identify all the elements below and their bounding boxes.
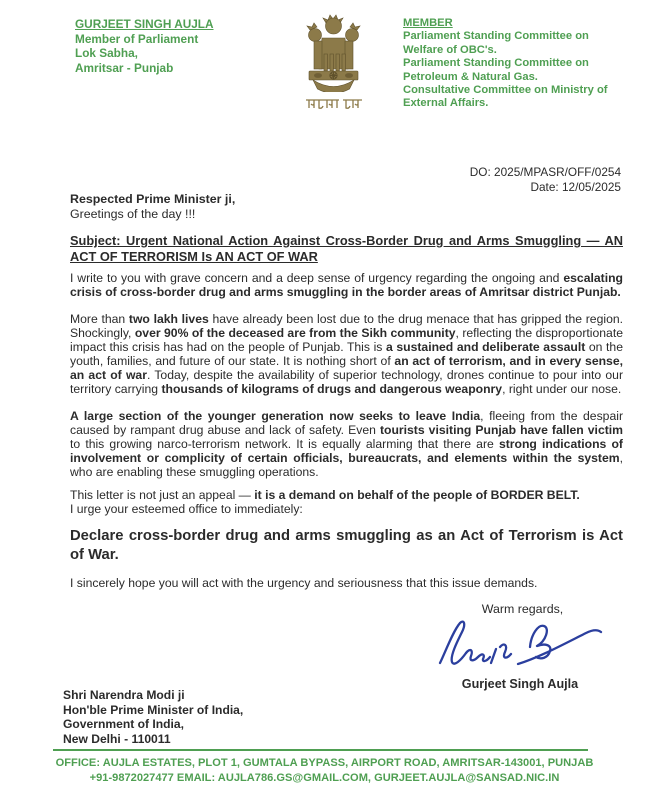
member-heading: MEMBER — [403, 17, 453, 29]
recipient-name: Shri Narendra Modi ji — [63, 688, 185, 702]
membership-line: Petroleum & Natural Gas. — [403, 70, 538, 83]
footer-contact — [25, 756, 624, 785]
membership-line: External Affairs. — [403, 97, 489, 110]
national-emblem — [300, 14, 368, 115]
membership-line: Parliament Standing Committee on — [403, 30, 589, 43]
salutation: Respected Prime Minister ji, — [70, 192, 236, 206]
recipient-org: Government of India, — [63, 717, 184, 732]
membership-line: Welfare of OBC's. — [403, 43, 497, 56]
recipient-city: New Delhi - 110011 — [63, 731, 171, 746]
closing-line: I sincerely hope you will act with the urgency and seriousness that this issue demands. — [70, 576, 538, 590]
paragraph-3: A large section of the younger generation now seeks to leave India, fleeing from the despair caused by rampant drug abuse and lack of safety. Even tourists visiting Punjab have fallen victim to this growing narco-terrorism network. It is equally alarming that there are strong indications of involvement or complicity of certain officials, bureaucrats, and elements within the system, who are enabling these smuggling operations. — [70, 409, 624, 479]
paragraph-1: I write to you with grave concern and a deep sense of urgency regarding the ongoing and escalating crisis of cross-border drug and arms smuggling in the border areas of Amritsar district Punjab. — [70, 271, 623, 299]
letter-date: Date: 12/05/2025 — [530, 180, 621, 194]
paragraph-2: More than two lakh lives have already been lost due to the drug menace that has gripped the region. Shockingly, over 90% of the deceased are from the Sikh community, reflecting the disproportionate impact this crisis has had on the people of Punjab. This is a sustained and deliberate assault on the youth, families, and future of our state. It is nothing short of an act of terrorism, and in every sense, an act of war. Today, despite the availability of superior technology, drones continue to pour into our territory carrying thousands of kilograms of drugs and dangerous weaponry, right under our nose. — [70, 312, 624, 396]
sender-identity-block — [75, 17, 290, 75]
signoff: Warm regards, — [481, 602, 564, 616]
signature-image — [432, 617, 608, 675]
lion-capital-icon — [302, 14, 366, 92]
subject-line: Subject: Urgent National Action Against Cross-Border Drug and Arms Smuggling — AN ACT OF TERRORISM Is AN ACT OF WAR — [70, 233, 623, 264]
demand-statement: Declare cross-border drug and arms smuggling as an Act of Terrorism is Act of War. — [70, 528, 623, 563]
sender-name: GURJEET SINGH AUJLA — [75, 17, 214, 31]
salutation-block — [70, 192, 235, 222]
membership-line: Parliament Standing Committee on — [403, 57, 589, 70]
office-address: OFFICE: AUJLA ESTATES, PLOT 1, GUMTALA BYPASS, AIRPORT ROAD, AMRITSAR-143001, PUNJAB — [55, 757, 594, 769]
phone-email: +91-9872027477 EMAIL: AUJLA786.GS@GMAIL.COM, GURJEET.AUJLA@SANSAD.NIC.IN — [89, 771, 560, 784]
do-number: DO: 2025/MPASR/OFF/0254 — [469, 165, 621, 179]
recipient-address — [63, 688, 243, 746]
sender-house: Lok Sabha, — [75, 46, 138, 60]
greeting: Greetings of the day !!! — [70, 207, 196, 221]
sender-constituency: Amritsar - Punjab — [75, 60, 174, 75]
recipient-title: Hon'ble Prime Minister of India, — [63, 702, 244, 717]
memberships-block — [403, 17, 623, 111]
paragraph-4 — [70, 489, 623, 517]
footer-divider — [53, 749, 588, 751]
membership-line: Consultative Committee on Ministry of — [403, 84, 608, 97]
satyameva-jayate-motto — [305, 98, 363, 110]
signatory-name: Gurjeet Singh Aujla — [461, 677, 579, 691]
appeal-line: This letter is not just an appeal — it is a demand on behalf of the people of BORDER BELT. — [70, 488, 580, 502]
urge-line: I urge your esteemed office to immediately: — [70, 501, 303, 516]
sender-designation: Member of Parliament — [75, 31, 199, 46]
reference-block — [470, 165, 621, 195]
